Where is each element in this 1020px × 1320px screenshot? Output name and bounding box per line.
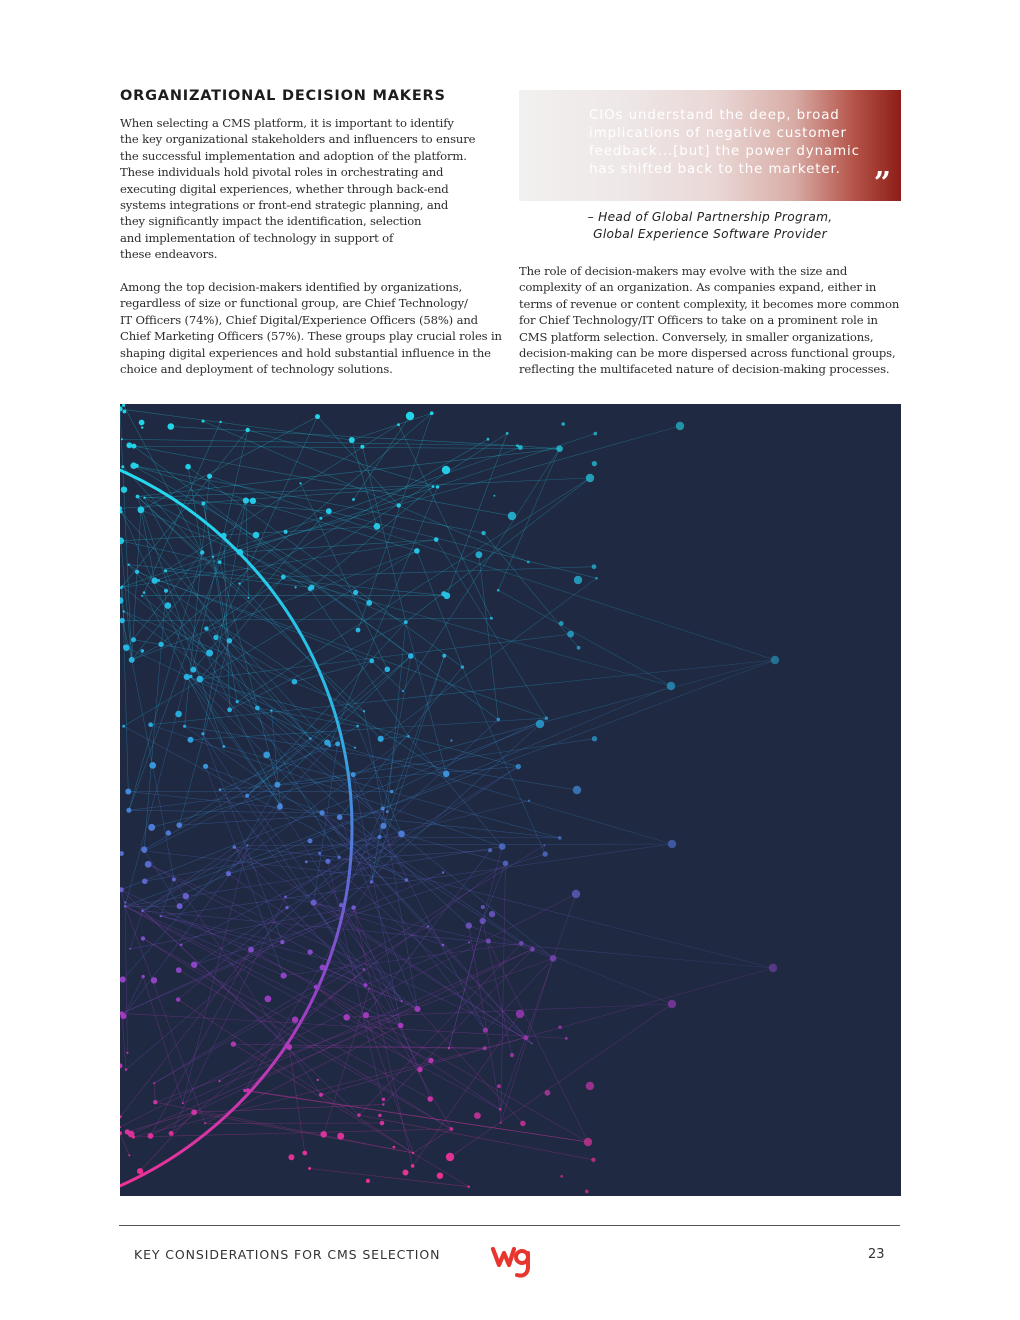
body-paragraph-role-evolution: The role of decision-makers may evolve with the size and complexity of an organization. As companies expand, either in terms of revenue or content complexity, it becomes more common for Chief Technology/IT Officers to take on a prominent role in CMS platform selection. Conversely, in smaller organizations, decision-making can be more dispersed across functional groups, reflecting the multifaceted nature of decision-making processes. bbox=[519, 264, 900, 377]
network-illustration bbox=[120, 404, 901, 1196]
pull-quote-text: CIOs understand the deep, broad implications of negative customer feedback...[but] the power dynamic has shifted back to the marketer. bbox=[589, 108, 860, 177]
body-paragraph-top-decision-makers: Among the top decision-makers identified by organizations, regardless of size or functional group, are Chief Technology/ IT Officers (74%), Chief Digital/Experience Officers (58%) and Chief Marketing Officers (57%). These groups play crucial roles in shaping digital experiences and hold substantial influence in the choice and deployment of technology solutions. bbox=[120, 280, 502, 377]
closing-quote-icon: ” bbox=[873, 166, 891, 201]
section-heading: ORGANIZATIONAL DECISION MAKERS bbox=[120, 88, 446, 104]
pull-quote-box bbox=[519, 90, 901, 201]
quote-attribution: – Head of Global Partnership Program, Global Experience Software Provider bbox=[587, 210, 833, 241]
wg-logo bbox=[490, 1243, 532, 1283]
page-number: 23 bbox=[868, 1247, 885, 1262]
footer-document-title: KEY CONSIDERATIONS FOR CMS SELECTION bbox=[134, 1247, 441, 1262]
network-fade bbox=[120, 404, 901, 1196]
body-paragraph-stakeholders: When selecting a CMS platform, it is important to identify the key organizational stakeholders and influencers to ensure the successful implementation and adoption of the platform. These individuals hold pivotal roles in orchestrating and executing digital experiences, whether through back-end systems integrations or front-end strategic planning, and they significantly impact the identification, selection and implementation of technology in support of these endeavors. bbox=[120, 116, 476, 262]
footer-divider bbox=[119, 1225, 900, 1226]
